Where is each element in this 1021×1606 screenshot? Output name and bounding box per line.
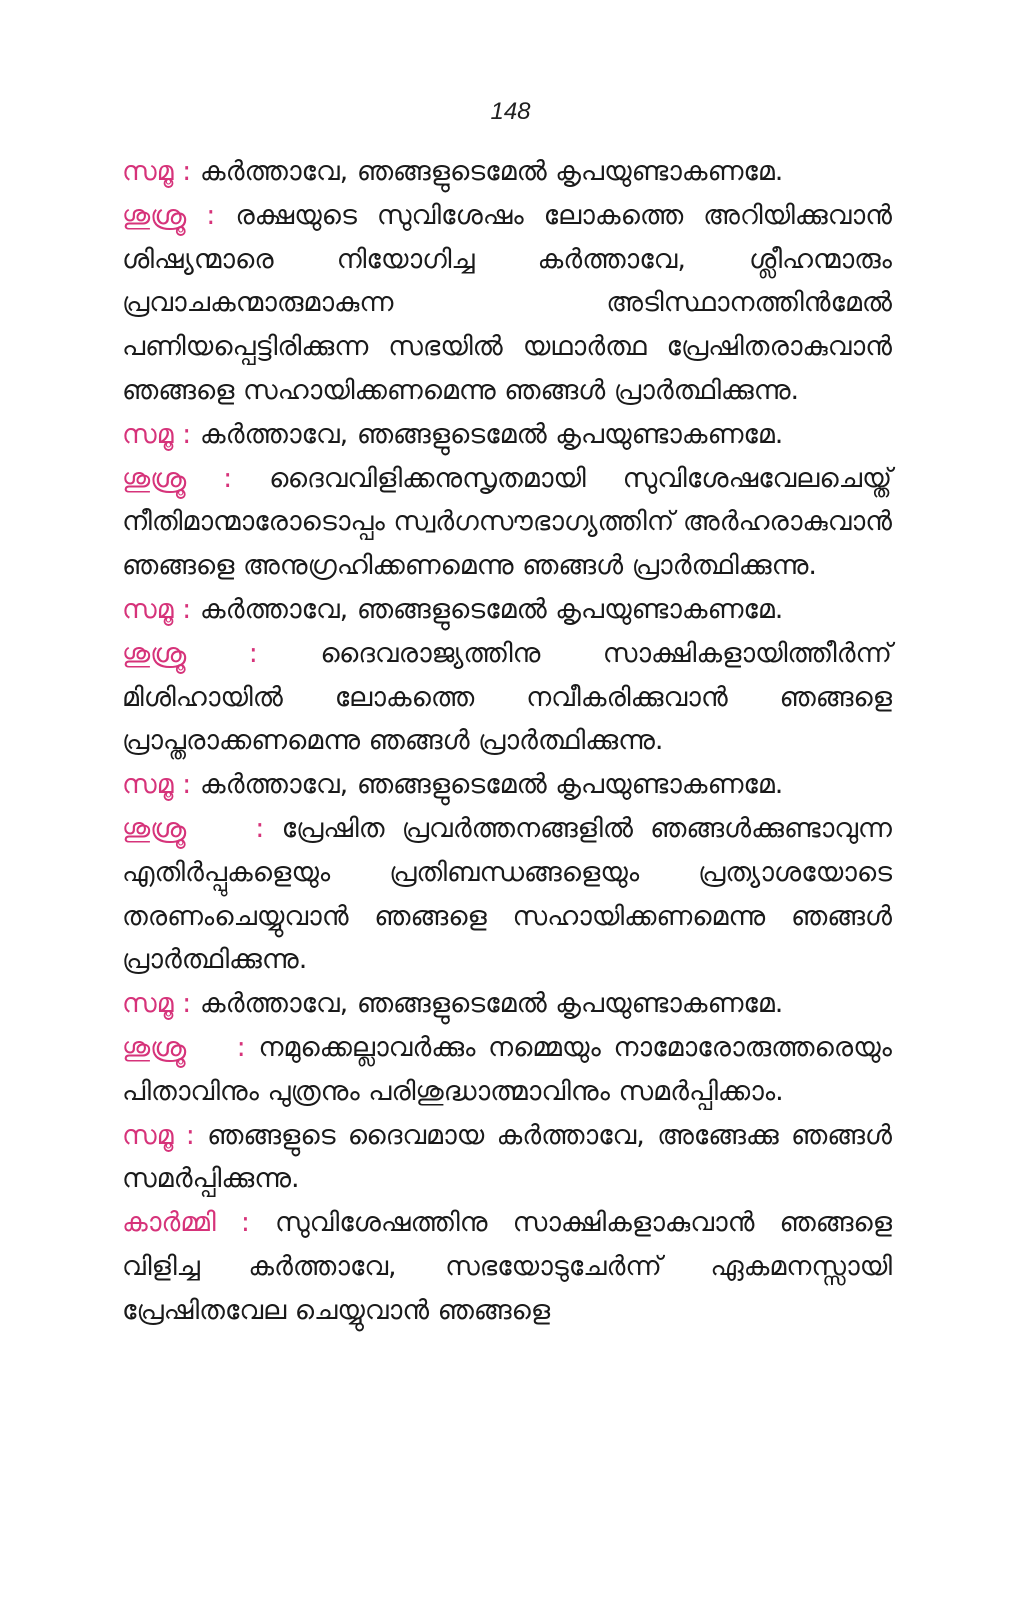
- entry-text: കർത്താവേ, ഞങ്ങളുടെമേൽ കൃപയുണ്ടാകണമേ.: [199, 988, 784, 1020]
- speaker-separator: :: [186, 1031, 259, 1063]
- speaker-separator: :: [186, 462, 270, 494]
- speaker-label: സമൂ: [122, 156, 174, 187]
- entry-text: ഞങ്ങളുടെ ദൈവമായ കർത്താവേ, അങ്ങേക്കു ഞങ്ങൾ സമർപ്പിക്കുന്നു.: [122, 1119, 892, 1195]
- speaker-separator: :: [173, 418, 200, 450]
- petition-line: [122, 457, 892, 588]
- entry-text: ദൈവവിളിക്കനുസൃതമായി സുവിശേഷവേലചെയ്ത് നീതിമാന്മാരോടൊപ്പം സ്വർഗസൗഭാഗ്യത്തിന് അർഹരാകുവാൻ ഞങ്ങളെ അനുഗ്രഹിക്കണമെന്നു ഞങ്ങൾ പ്രാർത്ഥിക്കുന്നു.: [122, 462, 893, 582]
- celebrant-line: [122, 1201, 892, 1332]
- petition-line: [122, 807, 892, 982]
- speaker-label: ശുശ്രൂ: [122, 199, 187, 231]
- speaker-label: സമൂ: [122, 418, 174, 450]
- speaker-separator: :: [173, 988, 200, 1020]
- speaker-label: സമൂ: [122, 1119, 174, 1151]
- speaker-separator: :: [186, 637, 321, 669]
- entry-text: നമുക്കെല്ലാവർക്കും നമ്മെയും നാമോരോരുത്തരെയും പിതാവിനും പുത്രനും പരിശുദ്ധാത്മാവിനും സമർപ്പിക്കാം.: [122, 1031, 892, 1107]
- entry-text: സുവിശേഷത്തിനു സാക്ഷികളാകുവാൻ ഞങ്ങളെ വിളിച്ച കർത്താവേ, സഭയോടുചേർന്ന് ഏകമനസ്സായി പ്രേഷിതവേല ചെയ്യുവാൻ ഞങ്ങളെ: [122, 1207, 892, 1326]
- speaker-separator: :: [186, 199, 236, 231]
- speaker-separator: :: [173, 769, 200, 801]
- speaker-separator: :: [173, 156, 200, 187]
- speaker-label: സമൂ: [122, 769, 174, 801]
- entry-text: കർത്താവേ, ഞങ്ങളുടെമേൽ കൃപയുണ്ടാകണമേ.: [199, 418, 784, 450]
- entry-text: കർത്താവേ, ഞങ്ങളുടെമേൽ കൃപയുണ്ടാകണമേ.: [199, 593, 784, 625]
- speaker-separator: :: [186, 812, 282, 844]
- entry-text: രക്ഷയുടെ സുവിശേഷം ലോകത്തെ അറിയിക്കുവാൻ ശിഷ്യന്മാരെ നിയോഗിച്ച കർത്താവേ, ശ്ലീഹന്മാരും പ്രവാചകന്മാരുമാകുന്ന അടിസ്ഥാനത്തിൻമേൽ പണിയപ്പെട്ടിരിക്കുന്ന സഭയിൽ യഥാർത്ഥ പ്രേഷിതരാകുവാൻ ഞങ്ങളെ സഹായിക്കണമെന്നു ഞങ്ങൾ പ്രാർത്ഥിക്കുന്നു.: [122, 199, 892, 406]
- speaker-separator: :: [215, 1207, 276, 1239]
- response-line: [122, 1114, 892, 1202]
- speaker-label: ശുശ്രൂ: [122, 812, 187, 844]
- response-line: [122, 413, 892, 457]
- response-line: [122, 150, 892, 194]
- speaker-label: ശുശ്രൂ: [122, 637, 187, 669]
- speaker-separator: :: [173, 593, 200, 625]
- speaker-label: സമൂ: [122, 593, 174, 625]
- response-line: [122, 982, 892, 1026]
- petition-line: [122, 194, 892, 413]
- speaker-separator: :: [173, 1119, 208, 1151]
- speaker-label: കാർമ്മി: [122, 1207, 216, 1239]
- prayer-text: [122, 150, 892, 1333]
- page-number: 148: [490, 98, 531, 125]
- response-line: [122, 763, 892, 807]
- speaker-label: സമൂ: [122, 988, 174, 1020]
- response-line: [122, 588, 892, 632]
- entry-text: കർത്താവേ, ഞങ്ങളുടെമേൽ കൃപയുണ്ടാകണമേ.: [199, 156, 784, 187]
- petition-line: [122, 1026, 892, 1114]
- speaker-label: ശുശ്രൂ: [122, 1031, 187, 1063]
- speaker-label: ശുശ്രൂ: [122, 462, 187, 494]
- entry-text: പ്രേഷിത പ്രവർത്തനങ്ങളിൽ ഞങ്ങൾക്കുണ്ടാവുന്ന എതിർപ്പുകളെയും പ്രതിബന്ധങ്ങളെയും പ്രത്യാശയോടെ തരണംചെയ്യുവാൻ ഞങ്ങളെ സഹായിക്കണമെന്നു ഞങ്ങൾ പ്രാർത്ഥിക്കുന്നു.: [122, 812, 892, 976]
- entry-text: കർത്താവേ, ഞങ്ങളുടെമേൽ കൃപയുണ്ടാകണമേ.: [199, 769, 784, 801]
- petition-line: [122, 632, 892, 763]
- entry-text: ദൈവരാജ്യത്തിനു സാക്ഷികളായിത്തീർന്ന് മിശിഹായിൽ ലോകത്തെ നവീകരിക്കുവാൻ ഞങ്ങളെ പ്രാപ്തരാക്കണമെന്നു ഞങ്ങൾ പ്രാർത്ഥിക്കുന്നു.: [122, 637, 892, 757]
